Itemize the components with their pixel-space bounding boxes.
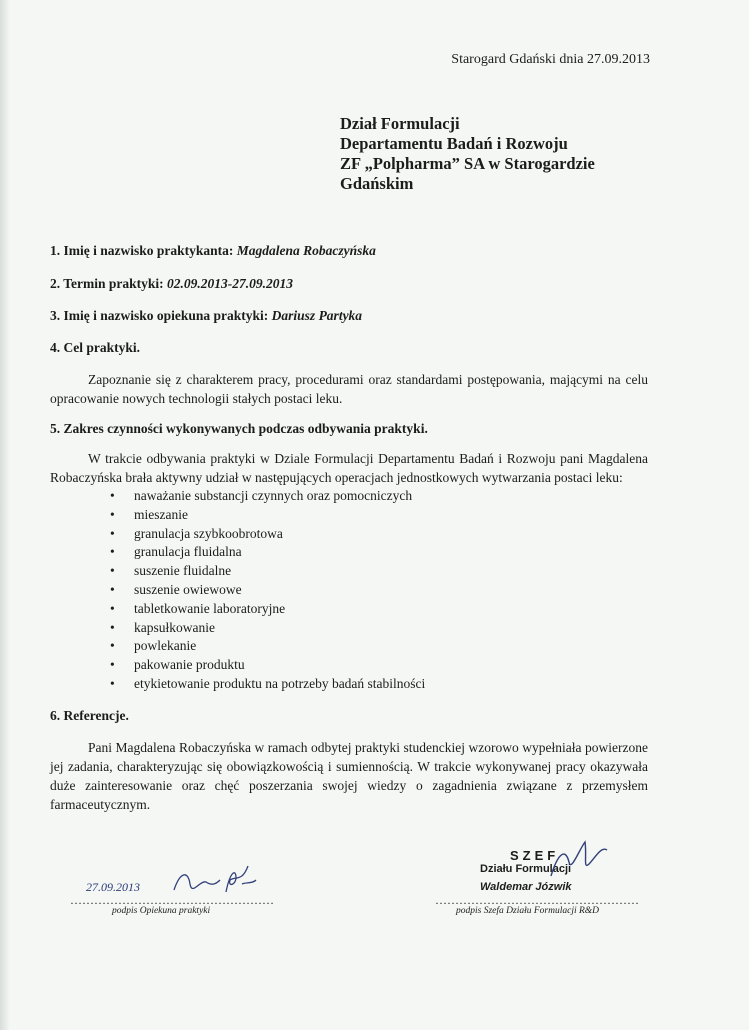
list-item: • tabletkowanie laboratoryjne (110, 600, 425, 619)
list-item: • etykietowanie produktu na potrzeby badań stabilności (110, 675, 425, 694)
section-6-label: 6. Referencje. (50, 708, 129, 723)
list-item: • kapsułkowanie (110, 619, 425, 638)
list-item: • powlekanie (110, 637, 425, 656)
recipient-line: Dział Formulacji (340, 114, 460, 133)
list-item: • suszenie owiewowe (110, 581, 425, 600)
recipient-line: Departamentu Badań i Rozwoju (340, 134, 568, 153)
signature-line-right: …………………………………………… (435, 893, 639, 907)
list-item: • naważanie substancji czynnych oraz pomocniczych (110, 487, 425, 506)
scan-edge (0, 0, 10, 1030)
supervisor-name: Dariusz Partyka (271, 308, 363, 323)
section-5-text: W trakcie odbywania praktyki w Dziale Formulacji Departamentu Badań i Rozwoju pani Magdalena Robaczyńska brała aktywny udział w następujących operacjach jednostkowych wytwarzania postaci leku: (50, 451, 648, 485)
stamp-line-1: SZEF (510, 848, 560, 863)
handwritten-date: 27.09.2013 (86, 880, 140, 894)
list-item: • pakowanie produktu (110, 656, 425, 675)
internship-term: 02.09.2013-27.09.2013 (167, 276, 294, 291)
section-2-label: 2. Termin praktyki: (50, 276, 164, 291)
section-6-heading (50, 708, 129, 724)
recipient-line: ZF „Polpharma” SA w Starogardzie (340, 154, 595, 173)
stamp-line-3: Waldemar Józwik (480, 881, 572, 893)
section-6-text: Pani Magdalena Robaczyńska w ramach odbytej praktyki studenckiej wzorowo wypełniała powierzone jej zadania, charakteryzując się obowiązkowością i sumiennością. W trakcie wykonywanej pracy okazywała duże zainteresowanie oraz chęć poszerzania swojej wiedzy o zagadnienia związane z przemysłem farmaceutycznym. (50, 740, 648, 812)
section-1 (50, 243, 376, 259)
section-4-heading (50, 340, 140, 356)
intern-name: Magdalena Robaczyńska (236, 243, 376, 258)
list-item: • suszenie fluidalne (110, 562, 425, 581)
list-item: • granulacja fluidalna (110, 543, 425, 562)
list-item: • granulacja szybkoobrotowa (110, 525, 425, 544)
head-caption: podpis Szefa Działu Formulacji R&D (456, 906, 600, 916)
section-5-label: 5. Zakres czynności wykonywanych podczas odbywania praktyki. (50, 421, 428, 436)
place-date: Starogard Gdański dnia 27.09.2013 (451, 52, 650, 67)
section-5-heading (50, 421, 428, 437)
head-signature (545, 836, 615, 886)
section-3-label: 3. Imię i nazwisko opiekuna praktyki: (50, 308, 269, 323)
section-4-label: 4. Cel praktyki. (50, 340, 141, 355)
list-item: • mieszanie (110, 506, 425, 525)
section-4-text: Zapoznanie się z charakterem pracy, procedurami oraz standardami postępowania, mającymi na celu opracowanie nowych technologii stałych postaci leku. (50, 372, 648, 406)
signature-line-left: …………………………………………… (70, 893, 274, 907)
recipient-address (340, 114, 595, 194)
section-1-label: 1. Imię i nazwisko praktykanta: (50, 243, 234, 258)
recipient-line: Gdańskim (340, 174, 414, 193)
stamp-line-2: Działu Formulacji (480, 863, 572, 875)
supervisor-caption: podpis Opiekuna praktyki (112, 906, 211, 916)
operations-list (110, 487, 425, 694)
section-2 (50, 276, 293, 292)
section-3 (50, 308, 362, 324)
